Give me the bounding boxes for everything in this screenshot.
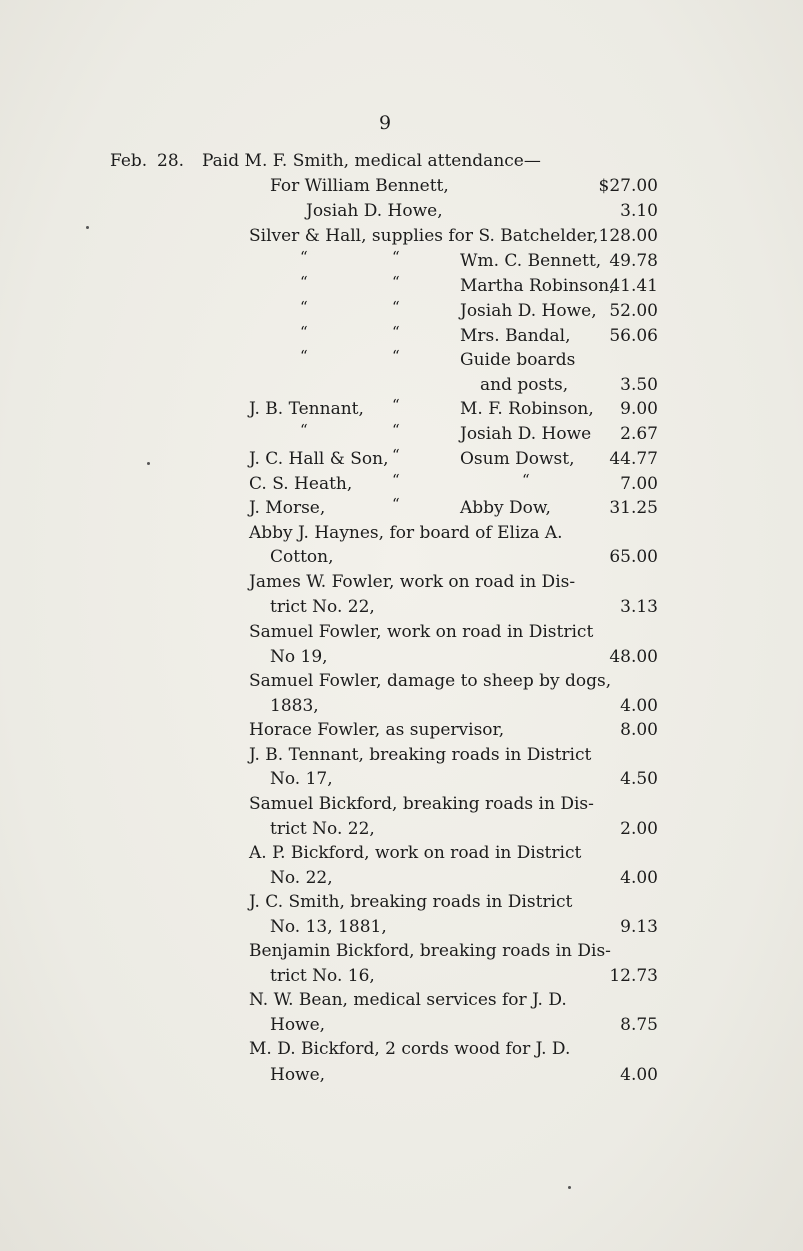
ledger-amount: 49.78 bbox=[609, 251, 658, 271]
ledger-amount: 8.75 bbox=[620, 1015, 658, 1035]
ledger-line-text: Josiah D. Howe, bbox=[306, 201, 443, 221]
ledger-amount: 44.77 bbox=[609, 449, 658, 469]
ledger-line-text: N. W. Bean, medical services for J. D. bbox=[249, 990, 567, 1010]
ledger-amount: 4.00 bbox=[620, 868, 658, 888]
ledger-line-text: No. 22, bbox=[270, 868, 333, 888]
ledger-line-text: J. B. Tennant, bbox=[249, 399, 364, 419]
ledger-line-text: Silver & Hall, supplies for S. Batchelder, bbox=[249, 226, 599, 246]
ditto-mark: “ bbox=[300, 323, 308, 341]
ledger-amount: 4.00 bbox=[620, 1065, 658, 1085]
ledger-amount: 3.50 bbox=[620, 375, 658, 395]
ledger-amount: 31.25 bbox=[609, 498, 658, 518]
ledger-line-text: Abby Dow, bbox=[460, 498, 551, 518]
ledger-line-text: trict No. 22, bbox=[270, 597, 375, 617]
ledger-amount: 2.67 bbox=[620, 424, 658, 444]
ledger-amount: 12.73 bbox=[609, 966, 658, 986]
ledger-amount: 52.00 bbox=[609, 301, 658, 321]
ledger-line-text: Horace Fowler, as supervisor, bbox=[249, 720, 505, 740]
ledger-line-text: No 19, bbox=[270, 647, 328, 667]
ditto-mark: “ bbox=[300, 248, 308, 266]
ledger-line-text: 1883, bbox=[270, 696, 319, 716]
ledger-amount: 4.50 bbox=[620, 769, 658, 789]
ledger-amount: 7.00 bbox=[620, 474, 658, 494]
paper-speck bbox=[86, 226, 89, 229]
ledger-line-text: No. 17, bbox=[270, 769, 333, 789]
ledger-line-text: M. F. Robinson, bbox=[460, 399, 594, 419]
paper-speck bbox=[147, 462, 150, 465]
ledger-line-text: Wm. C. Bennett, bbox=[460, 251, 602, 271]
ledger-amount: 2.00 bbox=[620, 819, 658, 839]
ledger-line-text: J. B. Tennant, breaking roads in District bbox=[249, 745, 592, 765]
ditto-mark: “ bbox=[392, 396, 400, 414]
ledger-line-text: Howe, bbox=[270, 1015, 326, 1035]
ditto-mark: “ bbox=[392, 248, 400, 266]
ledger-amount: 8.00 bbox=[620, 720, 658, 740]
ledger-amount: 128.00 bbox=[598, 226, 658, 246]
ditto-mark: “ bbox=[300, 298, 308, 316]
ledger-amount: 3.13 bbox=[620, 597, 658, 617]
page-number: 9 bbox=[378, 112, 392, 134]
ledger-amount: 41.41 bbox=[609, 276, 658, 296]
ledger-line-text: J. C. Smith, breaking roads in District bbox=[249, 892, 573, 912]
ledger-line-text: For William Bennett, bbox=[270, 176, 449, 196]
ledger-amount: 3.10 bbox=[620, 201, 658, 221]
ledger-line-text: Osum Dowst, bbox=[460, 449, 575, 469]
ditto-mark: “ bbox=[392, 323, 400, 341]
ledger-line-text: Samuel Fowler, work on road in District bbox=[249, 622, 594, 642]
ledger-line-text: Guide boards bbox=[460, 350, 576, 370]
ditto-mark: “ bbox=[392, 471, 400, 489]
ledger-line-text: M. D. Bickford, 2 cords wood for J. D. bbox=[249, 1039, 571, 1059]
ledger-line-text: Abby J. Haynes, for board of Eliza A. bbox=[249, 523, 563, 543]
ledger-line-text: Martha Robinson, bbox=[460, 276, 615, 296]
ledger-amount: 48.00 bbox=[609, 647, 658, 667]
entry-month: Feb. bbox=[110, 151, 148, 171]
ditto-mark: “ bbox=[392, 273, 400, 291]
ledger-line-text: Josiah D. Howe bbox=[460, 424, 592, 444]
ledger-amount: 9.13 bbox=[620, 917, 658, 937]
ditto-mark: “ bbox=[300, 273, 308, 291]
ledger-line-text: Paid M. F. Smith, medical attendance— bbox=[202, 151, 541, 171]
ledger-line-text: trict No. 16, bbox=[270, 966, 375, 986]
ledger-line-text: Cotton, bbox=[270, 547, 334, 567]
ledger-line-text: and posts, bbox=[480, 375, 569, 395]
ditto-mark: “ bbox=[300, 421, 308, 439]
paper-speck bbox=[568, 1186, 571, 1189]
ditto-mark: “ bbox=[300, 347, 308, 365]
ditto-mark: “ bbox=[392, 421, 400, 439]
ledger-amount: $27.00 bbox=[598, 176, 658, 196]
ledger-line-text: A. P. Bickford, work on road in District bbox=[249, 843, 582, 863]
ledger-amount: 4.00 bbox=[620, 696, 658, 716]
ditto-mark: “ bbox=[522, 471, 530, 489]
ledger-line-text: trict No. 22, bbox=[270, 819, 375, 839]
entry-day: 28. bbox=[157, 151, 185, 171]
ditto-mark: “ bbox=[392, 347, 400, 365]
ledger-line-text: Benjamin Bickford, breaking roads in Dis- bbox=[249, 941, 611, 961]
ledger-line-text: Josiah D. Howe, bbox=[460, 301, 597, 321]
ledger-amount: 9.00 bbox=[620, 399, 658, 419]
ledger-line-text: Mrs. Bandal, bbox=[460, 326, 571, 346]
ditto-mark: “ bbox=[392, 298, 400, 316]
ledger-line-text: Samuel Fowler, damage to sheep by dogs, bbox=[249, 671, 612, 691]
ledger-line-text: Howe, bbox=[270, 1065, 326, 1085]
ditto-mark: “ bbox=[392, 495, 400, 513]
ledger-amount: 56.06 bbox=[609, 326, 658, 346]
ledger-line-text: J. C. Hall & Son, bbox=[249, 449, 389, 469]
ledger-amount: 65.00 bbox=[609, 547, 658, 567]
ledger-line-text: James W. Fowler, work on road in Dis- bbox=[249, 572, 576, 592]
ditto-mark: “ bbox=[392, 446, 400, 464]
ledger-line-text: J. Morse, bbox=[249, 498, 326, 518]
ledger-line-text: No. 13, 1881, bbox=[270, 917, 387, 937]
ledger-line-text: C. S. Heath, bbox=[249, 474, 353, 494]
ledger-line-text: Samuel Bickford, breaking roads in Dis- bbox=[249, 794, 594, 814]
